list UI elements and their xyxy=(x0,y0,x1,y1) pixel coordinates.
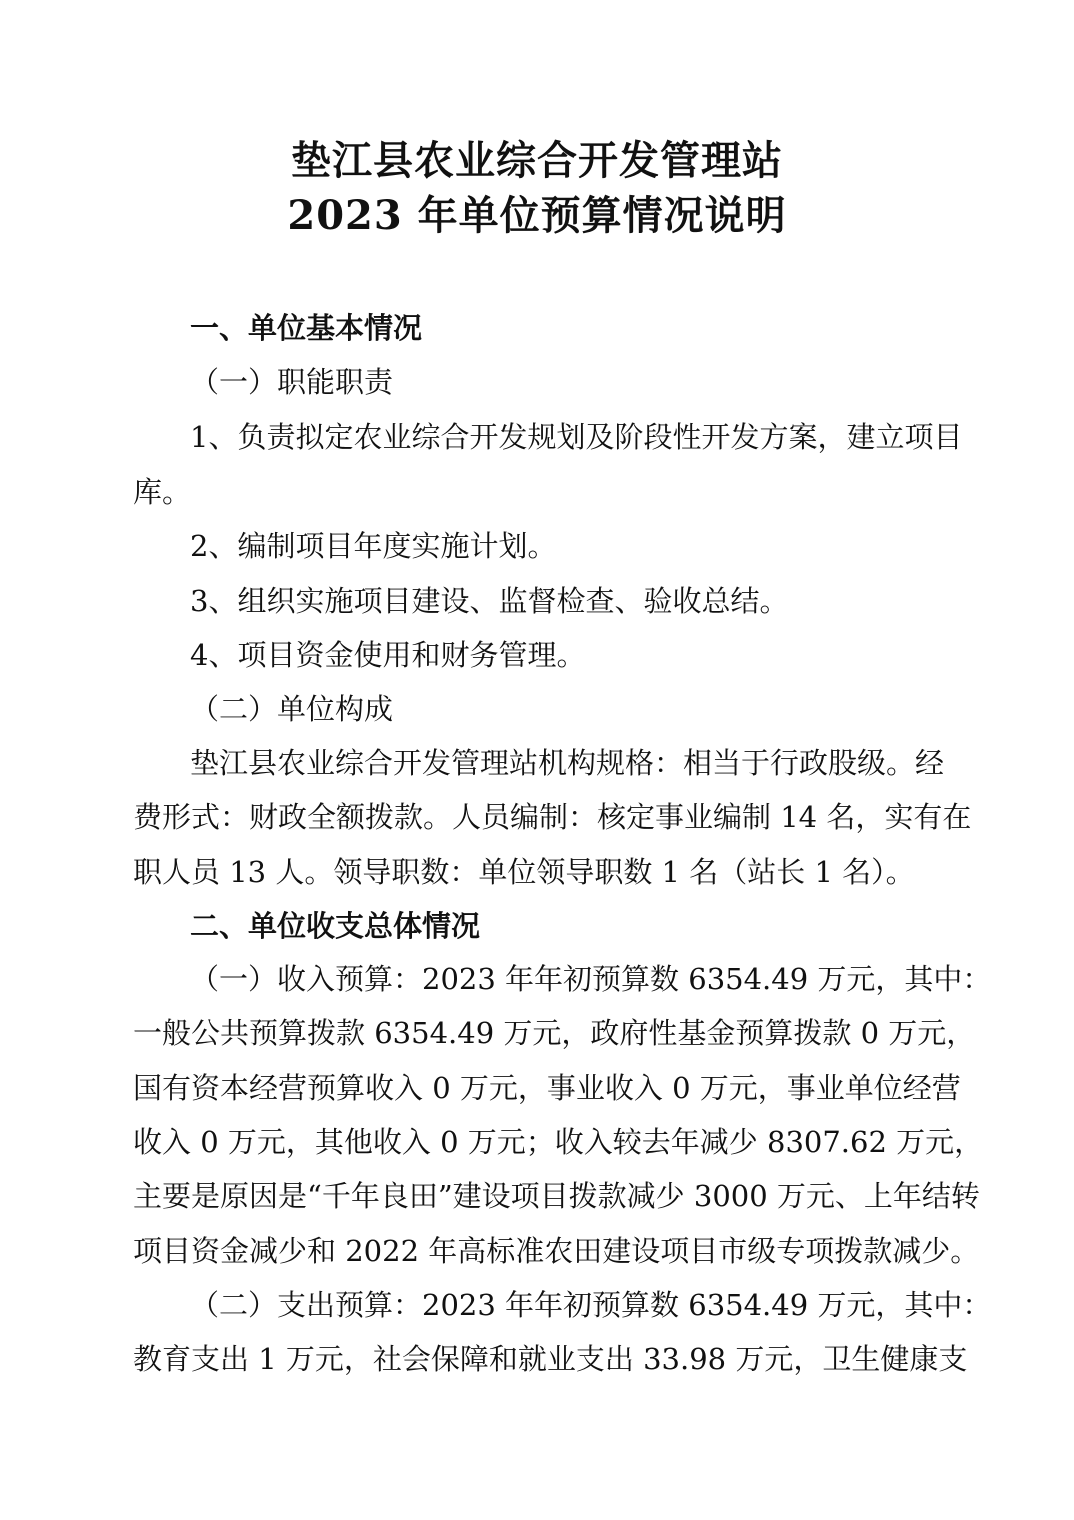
paragraph-line: 一般公共预算拨款 6354.49 万元，政府性基金预算拨款 0 万元， xyxy=(133,1016,976,1050)
section-heading-unit-basics: 一、单位基本情况 xyxy=(190,311,423,345)
paragraph-line: 1、负责拟定农业综合开发规划及阶段性开发方案，建立项目 xyxy=(190,420,963,454)
subsection-heading-duties: （一）职能职责 xyxy=(190,365,394,399)
document-subtitle: 2023 年单位预算情况说明 xyxy=(287,192,787,239)
paragraph-line: 项目资金减少和 2022 年高标准农田建设项目市级专项拨款减少。 xyxy=(133,1234,980,1268)
paragraph-line: 职人员 13 人。领导职数：单位领导职数 1 名（站长 1 名）。 xyxy=(133,855,915,889)
paragraph-line: 国有资本经营预算收入 0 万元，事业收入 0 万元，事业单位经营 xyxy=(133,1071,961,1105)
paragraph-line: 库。 xyxy=(133,475,192,509)
paragraph-line: 主要是原因是“千年良田”建设项目拨款减少 3000 万元、上年结转 xyxy=(133,1179,980,1213)
paragraph-line: 收入 0 万元，其他收入 0 万元；收入较去年减少 8307.62 万元， xyxy=(133,1125,984,1159)
subsection-heading-composition: （二）单位构成 xyxy=(190,692,394,726)
section-heading-revenue-expense: 二、单位收支总体情况 xyxy=(190,909,481,943)
paragraph-line: （一）收入预算：2023 年年初预算数 6354.49 万元，其中： xyxy=(190,962,992,996)
paragraph-line: 4、项目资金使用和财务管理。 xyxy=(190,638,586,672)
paragraph-line: （二）支出预算：2023 年年初预算数 6354.49 万元，其中： xyxy=(190,1288,992,1322)
paragraph-line: 费形式：财政全额拨款。人员编制：核定事业编制 14 名，实有在 xyxy=(133,800,972,834)
paragraph-line: 垫江县农业综合开发管理站机构规格：相当于行政股级。经 xyxy=(190,746,945,780)
paragraph-line: 3、组织实施项目建设、监督检查、验收总结。 xyxy=(190,584,789,618)
document-title: 垫江县农业综合开发管理站 xyxy=(291,137,783,184)
paragraph-line: 教育支出 1 万元，社会保障和就业支出 33.98 万元，卫生健康支 xyxy=(133,1342,968,1376)
paragraph-line: 2、编制项目年度实施计划。 xyxy=(190,529,557,563)
